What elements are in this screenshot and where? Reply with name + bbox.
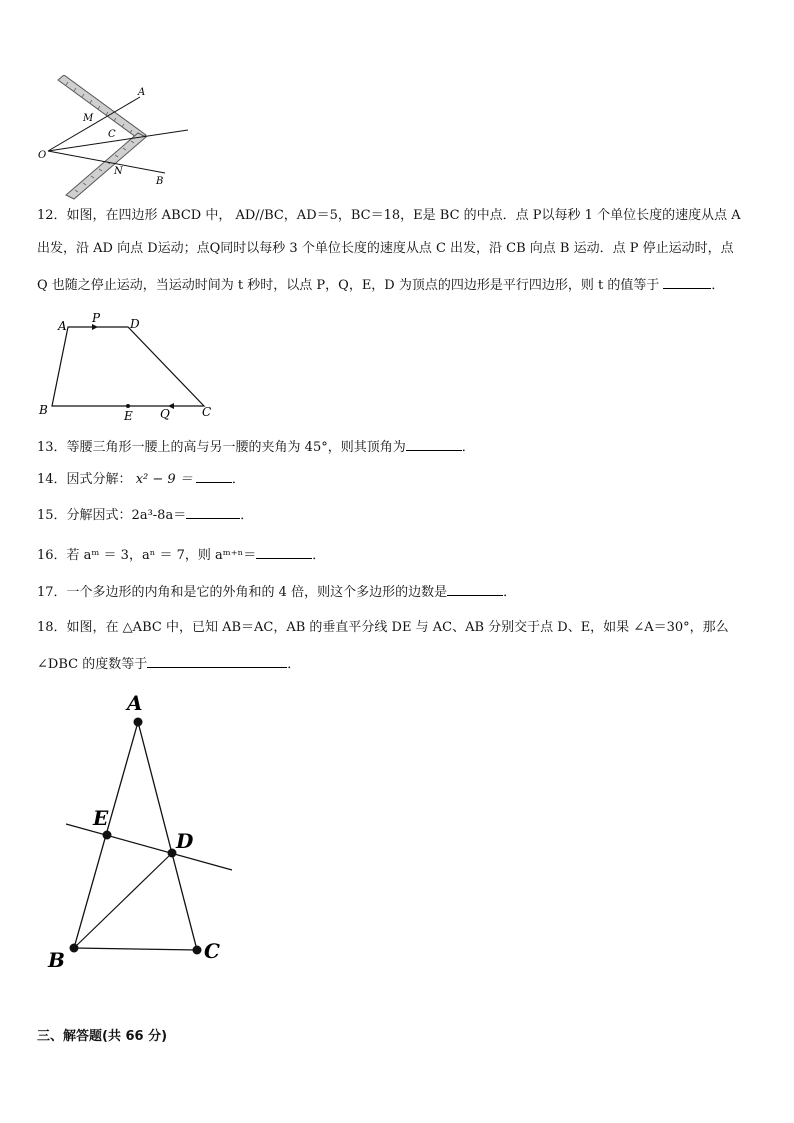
answer-blank-18[interactable] bbox=[147, 655, 287, 668]
question-17-end: ． bbox=[503, 585, 517, 600]
label-q: Q bbox=[160, 407, 170, 421]
question-16 bbox=[37, 546, 325, 565]
question-13 bbox=[37, 438, 475, 457]
label-c: C bbox=[202, 405, 212, 419]
question-16-text: 若 aᵐ ＝ 3，aⁿ ＝ 7，则 aᵐ⁺ⁿ＝ bbox=[66, 548, 257, 563]
label-d: D bbox=[176, 829, 194, 853]
question-12-line3 bbox=[37, 276, 724, 295]
question-12-line2 bbox=[37, 240, 734, 258]
question-18-end: ． bbox=[287, 657, 301, 672]
label-b: B bbox=[48, 948, 65, 972]
question-12-text3: Q 也随之停止运动，当运动时间为 t 秒时，以点 P，Q，E，D 为顶点的四边形是平行四边形，则 t 的值等于 bbox=[37, 278, 660, 293]
question-12-text1: 如图，在四边形 ABCD 中， AD//BC，AD＝5，BC＝18，E是 BC 的中点．点 P以每秒 1 个单位长度的速度从点 A bbox=[66, 208, 741, 223]
question-12-number: 12． bbox=[37, 208, 67, 223]
label-o: O bbox=[38, 150, 47, 161]
answer-blank-13[interactable] bbox=[406, 438, 462, 451]
triangle-figure bbox=[40, 690, 240, 980]
question-14-number: 14． bbox=[37, 472, 67, 487]
question-15-text: 分解因式：2a³-8a＝ bbox=[66, 508, 187, 523]
label-p: P bbox=[92, 311, 101, 325]
point-e bbox=[103, 831, 112, 840]
point-e bbox=[126, 404, 130, 408]
answer-blank-12[interactable] bbox=[663, 276, 711, 289]
label-b: B bbox=[156, 176, 164, 187]
ruler-figure bbox=[30, 75, 200, 200]
question-13-number: 13． bbox=[37, 440, 67, 455]
question-18-text2: ∠DBC 的度数等于 bbox=[37, 657, 148, 672]
perpendicular-bisector-de bbox=[66, 824, 232, 870]
trapezoid-abcd bbox=[52, 327, 204, 406]
label-a: A bbox=[127, 691, 143, 715]
trapezoid-figure bbox=[34, 310, 224, 425]
answer-blank-15[interactable] bbox=[186, 506, 240, 519]
question-18-text1: 如图，在 △ABC 中，已知 AB＝AC，AB 的垂直平分线 DE 与 AC、AB 分别交于点 D、E，如果 ∠A＝30°，那么 bbox=[66, 620, 729, 635]
question-14-expr: x² − 9 ＝ bbox=[135, 472, 193, 487]
label-e: E bbox=[93, 806, 109, 830]
answer-blank-16[interactable] bbox=[256, 546, 312, 559]
question-14-text: 因式分解： bbox=[66, 472, 132, 487]
label-b: B bbox=[39, 403, 48, 417]
label-a: A bbox=[58, 319, 67, 333]
label-n: N bbox=[114, 166, 123, 177]
question-18-line1 bbox=[37, 619, 729, 637]
label-a: A bbox=[138, 87, 146, 98]
point-c bbox=[193, 946, 202, 955]
question-14-end: ． bbox=[231, 472, 245, 487]
question-13-end: ． bbox=[461, 440, 475, 455]
label-c: C bbox=[204, 939, 220, 963]
label-e: E bbox=[124, 409, 133, 423]
ruler-lower bbox=[66, 133, 146, 199]
answer-blank-14[interactable] bbox=[196, 470, 232, 483]
arrow-q bbox=[168, 403, 184, 409]
label-m: M bbox=[83, 113, 94, 124]
question-17 bbox=[37, 583, 516, 602]
question-16-number: 16． bbox=[37, 548, 67, 563]
question-17-number: 17． bbox=[37, 585, 67, 600]
question-18-number: 18． bbox=[37, 620, 67, 635]
question-15-number: 15． bbox=[37, 508, 67, 523]
question-15-end: ． bbox=[240, 508, 254, 523]
question-12-end: ． bbox=[711, 278, 725, 293]
segment-bd bbox=[74, 853, 172, 948]
ray-oc bbox=[48, 130, 188, 151]
question-16-end: ． bbox=[312, 548, 326, 563]
question-13-text: 等腰三角形一腰上的高与另一腰的夹角为 45°，则其顶角为 bbox=[66, 440, 406, 455]
label-d: D bbox=[130, 317, 140, 331]
answer-blank-17[interactable] bbox=[447, 583, 503, 596]
question-18-line2 bbox=[37, 655, 300, 674]
question-17-text: 一个多边形的内角和是它的外角和的 4 倍，则这个多边形的边数是 bbox=[66, 585, 448, 600]
point-a bbox=[134, 718, 143, 727]
question-12-line1 bbox=[37, 207, 741, 225]
ruler-upper bbox=[58, 75, 146, 140]
question-12-text2: 出发，沿 AD 向点 D运动；点Q同时以每秒 3 个单位长度的速度从点 C 出发，沿 CB 向点 B 运动．点 P 停止运动时，点 bbox=[37, 241, 734, 256]
question-15 bbox=[37, 506, 253, 525]
section-title-3: 三、解答题(共 66 分) bbox=[37, 1029, 168, 1044]
point-b bbox=[70, 944, 79, 953]
question-14 bbox=[37, 470, 245, 489]
label-c: C bbox=[108, 129, 116, 140]
